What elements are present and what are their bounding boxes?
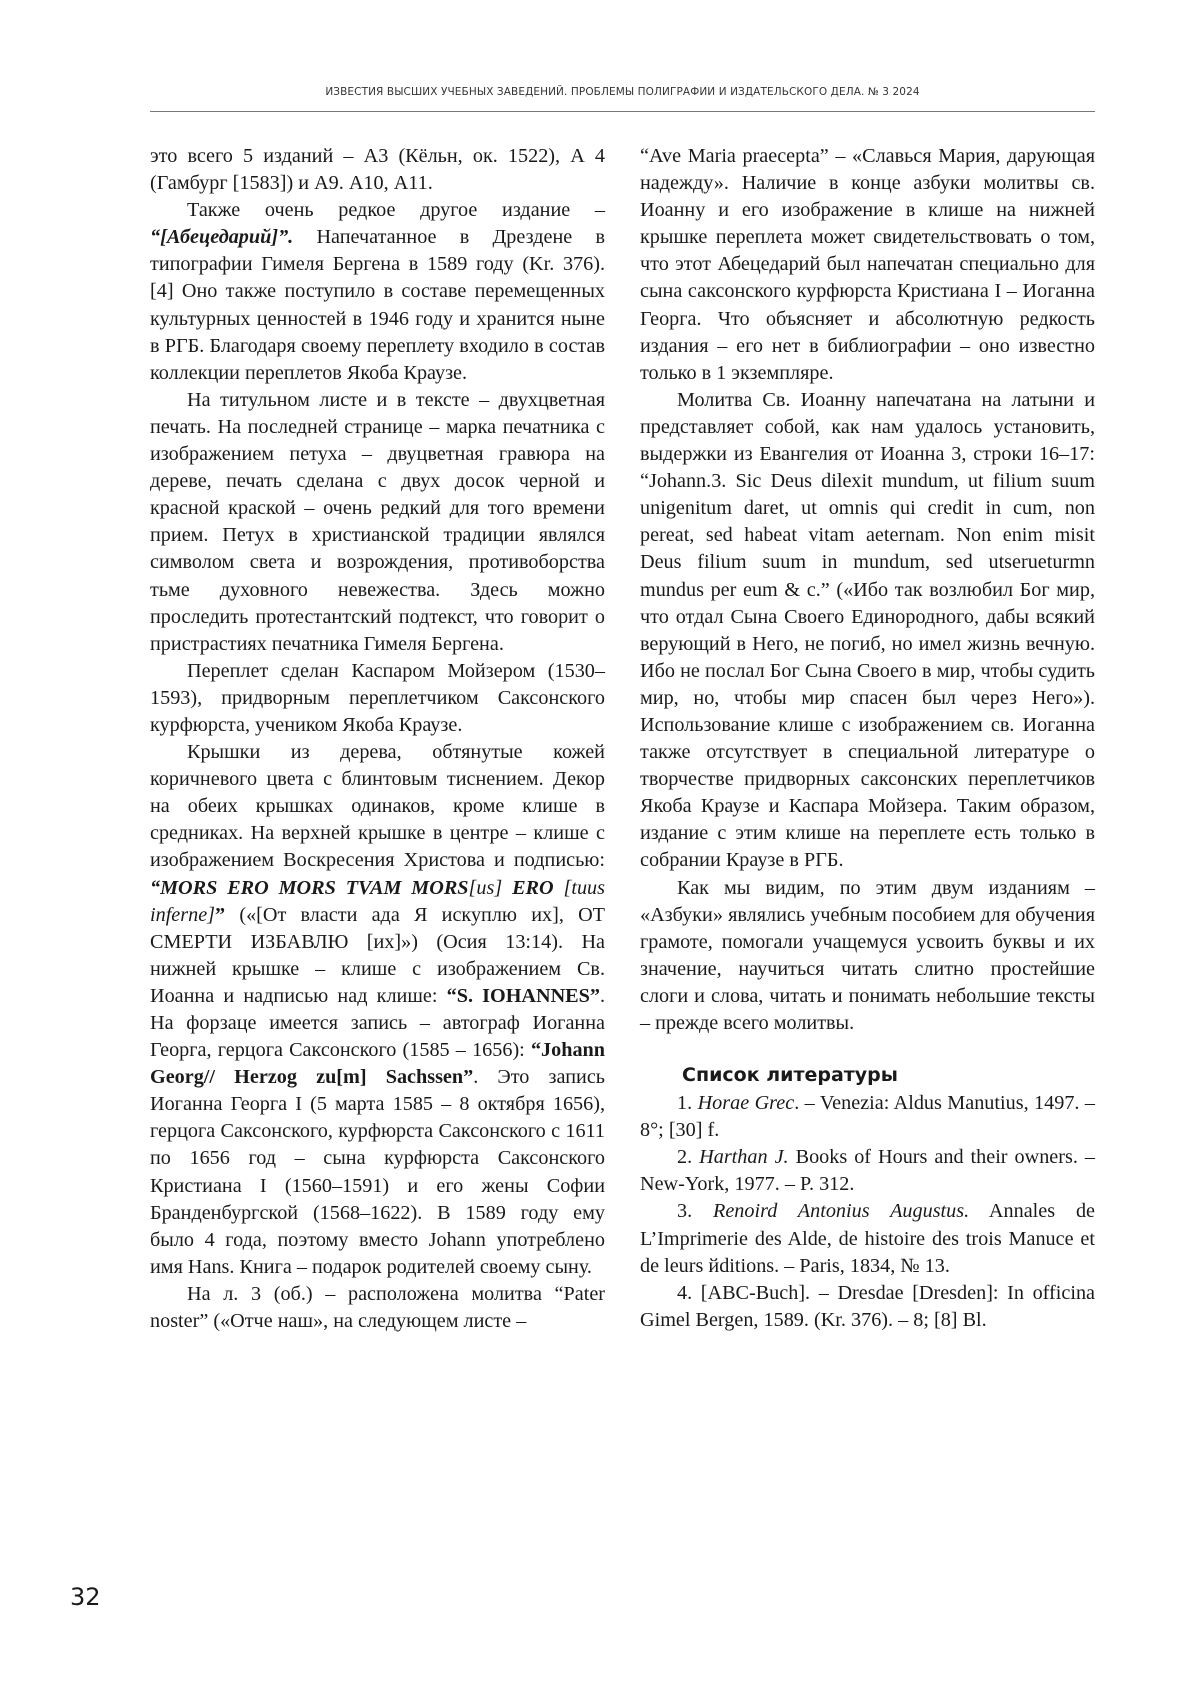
paragraph: это всего 5 изданий – А3 (Кёльн, ок. 1522), А 4 (Гамбург [1583]) и А9. А10, А11. [150, 145, 605, 195]
paragraph: Как мы видим, по этим двум изданиям – «Азбуки» являлись учебным пособием для обучения грамоте, помогали учащемуся усвоить буквы и их значение, научиться читать слитно простейшие слоги и слова, читать и понимать небольшие тексты – прежде всего молитвы. [640, 876, 1095, 1034]
paragraph: “Ave Maria praecepta” – «Славься Мария, дарующая надежду». Наличие в конце азбуки молитвы св. Иоанну и его изображение в клише на нижней крышке переплета может свидетельствовать о том, что этот Абецедарий был напечатан специально для сына саксонского курфюрста Кристиана I – Иоганна Георга. Что объясняет и абсолютную редкость издания – его нет в библиографии – оно известно только в 1 экземпляре. [640, 145, 1095, 384]
journal-header: ИЗВЕСТИЯ ВЫСШИХ УЧЕБНЫХ ЗАВЕДЕНИЙ. ПРОБЛЕМЫ ПОЛИГРАФИИ И ИЗДАТЕЛЬСКОГО ДЕЛА. № 3 2024 [325, 86, 920, 98]
paragraph: Крышки из дерева, обтянутые кожей коричневого цвета с блинтовым тиснением. Декор на обеих крышках одинаков, кроме клише в средниках. На верхней крышке в центре – клише с изображением Воскресения Христова и подписью: “MORS ERO MORS TVAM MORS[us] ERO [tuus inferne]” («[От власти ада Я искуплю их], ОТ СМЕРТИ ИЗБАВЛЮ [их]») (Осия 13:14). На нижней крышке – клише с изображением Св. Иоанна и надписью над клише: “S. IOHANNES”. На форзаце имеется запись – автограф Иоганна Георга, герцога Саксонского (1585 – 1656): “Johann Georg// Herzog zu[m] Sachssen”. Это запись Иоганна Георга I (5 марта 1585 – 8 октября 1656), герцога Саксонского, курфюрста Саксонского с 1611 по 1656 год – сына курфюрста Саксонского Кристиана I (1560–1591) и его жены Софии Бранденбургской (1568–1622). В 1589 году ему было 4 года, поэтому вместо Johann употреблено имя Hans. Книга – подарок родителей своему сыну. [150, 741, 606, 1278]
paragraph: На л. 3 (об.) – расположена молитва “Pater noster” («Отче наш», на следующем листе – [150, 1282, 605, 1333]
reference-item: 4. [ABC-Buch]. – Dresdae [Dresden]: In officina Gimel Bergen, 1589. (Kr. 376). – 8; [8] Bl. [640, 1281, 1095, 1331]
references-heading: Список литературы [682, 1064, 898, 1087]
right-column [640, 143, 1095, 1334]
paragraph: Переплет сделан Каспаром Мойзером (1530–1593), придворным переплетчиком Саксонского курфюрста, учеником Якоба Краузе. [150, 659, 605, 736]
page-number: 32 [70, 1583, 101, 1611]
paragraph: На титульном листе и в тексте – двухцветная печать. На последней странице – марка печатника с изображением петуха – двуцветная гравюра на дереве, печать сделана с двух досок черной и красной краской – очень редкий для того времени прием. Петух в христианской традиции являлся символом света и возрождения, противоборства тьме духовного невежества. Здесь можно проследить протестантский подтекст, что говорит о пристрастиях печатника Гимеля Бергена. [150, 388, 605, 655]
left-column [150, 143, 605, 1335]
reference-item: 1. Horae Grec. – Venezia: Aldus Manutius, 1497. – 8°; [30] f. [640, 1092, 1095, 1142]
header-rule [150, 111, 1095, 112]
paragraph: Молитва Св. Иоанну напечатана на латыни и представляет собой, как нам удалось установить, выдержки из Евангелия от Иоанна 3, строки 16–17: “Johann.3. Sic Deus dilexit mundum, ut filium suum unigenitum daret, ut omnis qui credit in cum, non pereat, sed habeat vitam aeternam. Non enim misit Deus filium suum in mundum, sed utserueturmn mundus per eum & c.” («Ибо так возлюбил Бог мир, что отдал Сына Своего Единородного, дабы всякий верующий в Него, не погиб, но имел жизнь вечную. Ибо не послал Бог Сына Своего в мир, чтобы судить мир, но, чтобы мир спасен был через Него»). Использование клише с изображением св. Иоганна также отсутствует в специальной литературе о творчестве придворных саксонских переплетчиков Якоба Краузе и Каспара Мойзера. Таким образом, издание с этим клише на переплете есть только в собрании Краузе в РГБ. [640, 388, 1095, 872]
reference-item: 3. Renoird Antonius Augustus. Annales de L’Imprimerie des Alde, de histoire des trois Manuce et de leurs йditions. – Paris, 1834, № 13. [640, 1200, 1096, 1277]
reference-item: 2. Harthan J. Books of Hours and their owners. – New-York, 1977. – P. 312. [640, 1146, 1095, 1196]
paragraph: Также очень редкое другое издание – “[Абецедарий]”. Напечатанное в Дрездене в типографии Гимеля Бергена в 1589 году (Kr. 376). [4] Оно также поступило в составе перемещенных культурных ценностей в 1946 году и хранится ныне в РГБ. Благодаря своему переплету входило в состав коллекции переплетов Якоба Краузе. [150, 199, 605, 384]
